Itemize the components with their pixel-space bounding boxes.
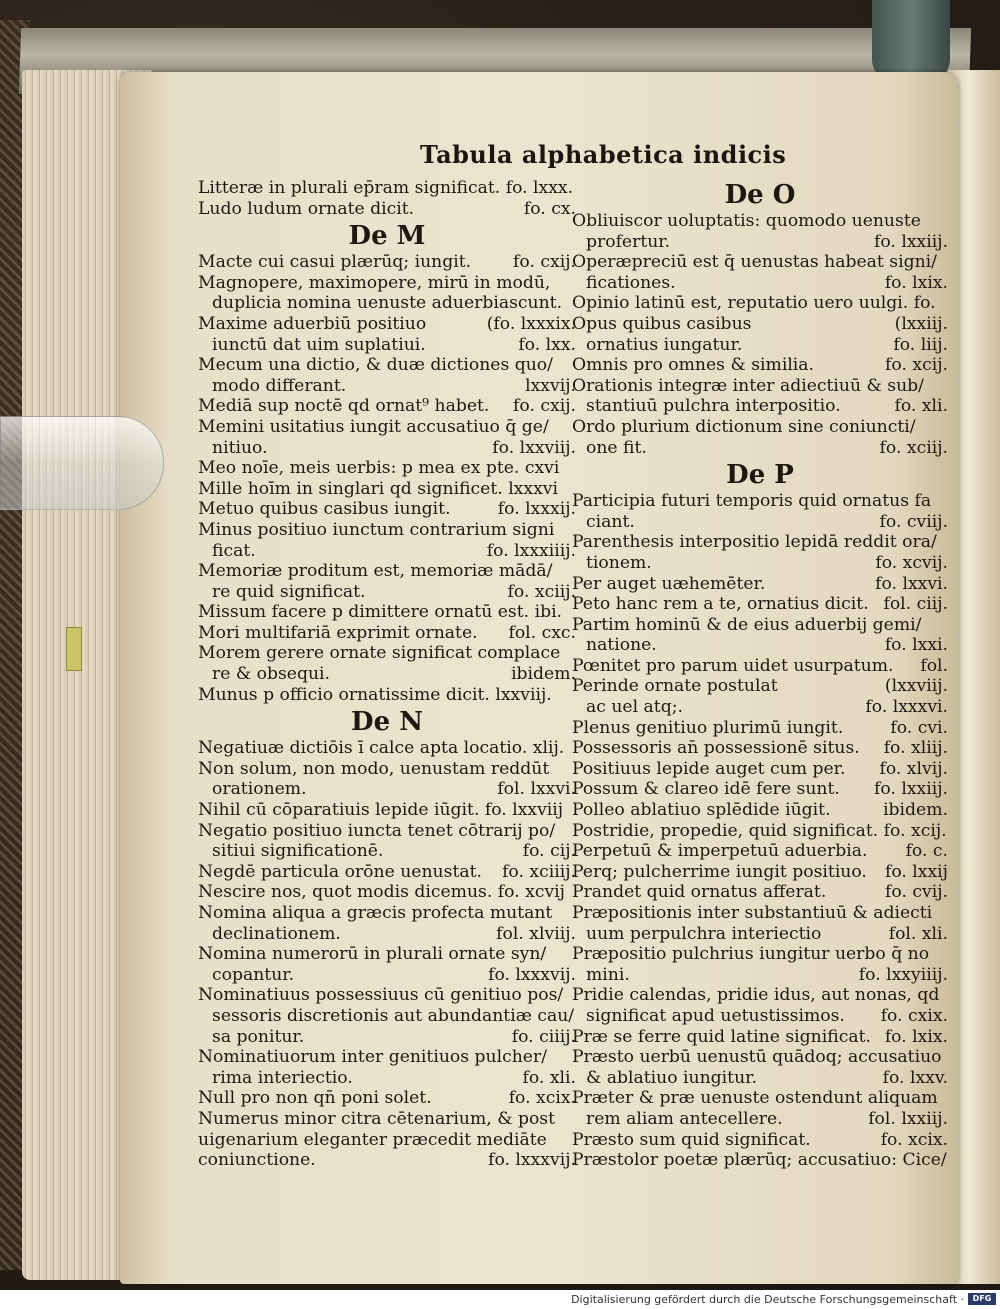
entry-text: Mecum una dictio, & duæ dictiones quo/ [198,355,553,376]
entry-text: Munus p officio ornatissime dicit. lxxviij. [198,684,552,705]
folio-reference: fo. liij. [893,334,948,355]
index-entry [198,199,576,220]
index-entry [572,1150,948,1171]
entry-text: Ludo ludum ornate dicit. [198,198,415,219]
entry-text: Nomina numerorū in plurali ornate syn/ [198,944,547,965]
index-entry [572,615,948,636]
index-entry-continuation [572,396,948,417]
entry-text: one fit. [586,437,647,458]
index-entry [198,178,576,199]
folio-reference: (lxxiij. [894,313,948,334]
folio-reference: fo. cvij. [885,882,948,903]
index-entry [572,1047,948,1068]
folio-reference: fo. lxix. [884,1026,948,1047]
entry-text: Numerus minor citra cētenarium, & post [198,1108,556,1129]
entry-text: Polleo ablatiuo splēdide iūgit. [572,800,831,821]
folio-reference: (lxxviij. [884,676,948,697]
index-entry-continuation [198,376,576,397]
folio-reference: fo. lxxxvij. [488,1150,576,1171]
index-entry [572,211,948,232]
index-entry [572,862,948,883]
entry-text: declinationem. [212,923,341,944]
folio-reference: fo. xciiij. [502,861,576,882]
folio-reference: (fo. lxxxix. [486,313,576,334]
index-entry [572,882,948,903]
index-entry [198,1130,576,1151]
entry-text: orationem. [212,779,307,800]
section-heading: De O [724,180,796,210]
entry-text: Participia futuri temporis quid ornatus fa [572,491,932,512]
index-entry [572,376,948,397]
folio-reference: ibidem. [883,800,948,821]
entry-text: modo differant. [212,375,347,396]
folio-reference: fo. c. [905,841,948,862]
entry-text: Præsto sum quid significat. [572,1129,811,1150]
entry-text: sa ponitur. [212,1026,305,1047]
entry-text: Omnis pro omnes & similia. [572,355,815,376]
ribbon-bookmark [872,0,950,80]
folio-reference: fo. cvi. [890,717,948,738]
index-entry-continuation [198,779,576,800]
folio-reference: fo. lxxxvij. [488,964,576,985]
index-entry-continuation [198,582,576,603]
entry-text: Minus positiuo iunctum contrarium signi [198,519,555,540]
entry-text: Mille hoīm in singl̄ari qd significet. lxxxvi [198,478,558,499]
entry-text: Memoriæ proditum est, memoriæ mādā/ [198,561,553,582]
index-entry-continuation [572,512,948,533]
entry-text: sessoris discretionis aut abundantiæ cau/ [212,1005,575,1026]
entry-text: rima interiectio. [212,1067,353,1088]
folio-reference: fol. xli. [888,923,948,944]
index-entry [572,821,948,842]
entry-text: Null pro non qn̄ poni solet. [198,1088,432,1109]
index-entry-continuation [572,1109,948,1130]
entry-text: ficationes. [586,272,676,293]
entry-text: Operæpreciū est q̄ uenustas habeat signi/ [572,252,937,273]
entry-text: Opus quibus casibus [572,313,752,334]
index-entry [198,862,576,883]
index-entry [198,759,576,780]
index-entry [572,759,948,780]
entry-text: Orationis integræ inter adiectiuū & sub/ [572,375,924,396]
glass-page-clip [0,416,164,510]
folio-reference: fo. cij. [522,841,576,862]
index-entry [198,602,576,623]
index-entry-continuation [198,335,576,356]
entry-text: rem aliam antecellere. [586,1108,783,1129]
folio-reference: fo. lxxvi. [875,573,948,594]
index-entry-continuation [572,924,948,945]
index-entry [198,903,576,924]
index-entry-continuation [572,1006,948,1027]
folio-reference: fo. xciij. [507,581,576,602]
entry-text: Missum facere p dimittere ornatū est. ibi. [198,602,563,623]
index-entry [572,574,948,595]
entry-text: Nominatiuus possessiuus cū genitiuo pos/ [198,985,564,1006]
index-entry-continuation [572,438,948,459]
folio-reference: fol. xlviij. [496,923,576,944]
folio-reference: fo. lxxyiiij. [858,964,948,985]
folio-reference: fo. xcvij. [875,552,948,573]
index-entry [572,314,948,335]
dfg-logo-icon: DFG [968,1293,996,1305]
index-entry-continuation [198,924,576,945]
entry-text: tionem. [586,552,652,573]
index-entry-continuation [572,635,948,656]
folio-reference: fo. cviij. [879,511,948,532]
index-entry [198,561,576,582]
index-entry [198,458,576,479]
index-entry [572,656,948,677]
entry-text: Non solum, non modo, uenustam reddūt [198,758,550,779]
index-entry [572,903,948,924]
index-entry [572,841,948,862]
entry-text: Pœnitet pro parum uidet usurpatum. [572,655,894,676]
entry-text: profertur. [586,231,671,252]
index-entry-continuation [572,965,948,986]
folio-reference: fo. lxxiij. [873,231,948,252]
index-entry-continuation [198,965,576,986]
folio-reference: fo. lxxxij. [497,499,576,520]
folio-reference: fo. ciiij. [511,1026,576,1047]
section-heading: De N [351,707,423,738]
index-entry [572,1130,948,1151]
entry-text: uum perpulchra interiectio [586,923,822,944]
folio-reference: fo. xcij. [885,355,948,376]
index-entry [572,594,948,615]
folio-reference: fo. xli. [522,1067,576,1088]
entry-text: Positiuus lepide auget cum per. [572,758,846,779]
folio-reference: fo. lxxv. [882,1067,948,1088]
digitization-footer [0,1290,1000,1309]
entry-text: sitiui significationē. [212,841,384,862]
index-entry [198,314,576,335]
index-entry [572,944,948,965]
index-entry [198,396,576,417]
index-entry [198,821,576,842]
index-entry [198,643,576,664]
entry-text: re & obsequi. [212,664,330,685]
index-entry-continuation [572,232,948,253]
index-entry [572,1088,948,1109]
folio-reference: fo. lxxiij. [873,779,948,800]
index-entry [198,252,576,273]
index-entry [572,779,948,800]
entry-text: & ablatiuo iungitur. [586,1067,757,1088]
entry-text: Nominatiuorum inter genitiuos pulcher/ [198,1047,547,1068]
entry-text: Præpositio pulchrius iungitur uerbo q̄ no [572,944,930,965]
entry-text: ac uel atq;. [586,697,683,718]
index-entry-continuation [572,1068,948,1089]
entry-text: Peto hanc rem a te, ornatius dicit. [572,594,869,615]
folio-reference: fol. lxxvi. [497,779,576,800]
entry-text: re quid significat. [212,581,366,602]
entry-text: Pridie calendas, pridie idus, aut nonas, qd [572,985,940,1006]
entry-text: Magnopere, maximopere, mirū in modū, [198,272,551,293]
index-entry [198,499,576,520]
entry-text: Partim hominū & de eius aduerbij gemi/ [572,614,922,635]
page-title: Tabula alphabetica indicis [420,140,787,169]
entry-text: Ordo plurium dictionum sine coniuncti/ [572,416,916,437]
index-entry [572,491,948,512]
folio-reference: fo. xcix. [880,1129,948,1150]
entry-text: Plenus genitiuo plurimū iungit. [572,717,844,738]
folio-reference: fo. lxxij [884,861,948,882]
folio-reference: fo. cxix. [880,1005,948,1026]
folio-reference: fo. xcix. [508,1088,576,1109]
index-entry [572,1027,948,1048]
index-entry [572,985,948,1006]
entry-text: significat apud uetustissimos. [586,1005,845,1026]
entry-text: Meo noīe, meis uerbis: p mea ex pte. cxvi [198,458,560,479]
section-heading: De M [348,221,426,252]
index-entry-continuation [198,438,576,459]
index-entry [198,623,576,644]
entry-text: Nomina aliqua a græcis profecta mutant [198,903,553,923]
index-entry-continuation [198,1006,576,1027]
index-entry [572,355,948,376]
folio-reference: fol. ciij. [883,594,948,615]
folio-reference: fo. lxix. [884,272,948,293]
folio-reference: fo. xlvij. [879,758,948,779]
index-entry [198,800,576,821]
folio-reference: fo. lxxxvi. [865,697,948,718]
entry-text: copantur. [212,964,295,985]
entry-text: Præpositionis inter substantiuū & adiecti [572,903,933,923]
index-entry [572,532,948,553]
entry-text: Possessoris an̄ possessionē situs. [572,738,860,759]
entry-text: Nescire nos, quot modis dicemus. fo. xcvij [198,882,565,903]
index-entry [198,479,576,500]
index-column-left [198,178,576,1171]
folio-reference: fo. lxxi. [884,635,948,656]
index-entry [572,738,948,759]
entry-text: Morem gerere ornate significat complace [198,643,561,664]
entry-text: coniunctione. [198,1150,316,1171]
entry-text: uigenarium eleganter præcedit mediāte [198,1129,547,1150]
folio-reference: fo. lxx. [518,334,576,355]
index-entry [572,676,948,697]
index-entry [198,520,576,541]
entry-text: Parenthesis interpositio lepidā reddit ora/ [572,532,937,553]
index-entry [198,985,576,1006]
entry-text: Perinde ornate postulat [572,676,778,697]
entry-text: natione. [586,635,657,656]
entry-text: Memini usitatius iungit accusatiuo q̄ ge/ [198,416,549,437]
index-entry-continuation [572,697,948,718]
index-entry-continuation [198,841,576,862]
index-entry-continuation [572,273,948,294]
folio-reference: fo. cxij. [513,396,576,417]
index-entry-continuation [198,664,576,685]
index-entry-continuation [198,1068,576,1089]
folio-reference: fo. xciij. [879,437,948,458]
entry-text: ficat. [212,540,256,561]
entry-text: Perpetuū & imperpetuū aduerbia. [572,841,868,862]
folio-reference: fo. lxxxiiij. [486,540,576,561]
entry-text: Perq; pulcherrime iungit positiuo. [572,861,867,882]
entry-text: Per auget uæhemēter. [572,573,766,594]
entry-text: Macte cui casui plærūq; iungit. [198,252,472,273]
index-entry [572,800,948,821]
entry-text: nitiuo. [212,437,268,458]
folio-reference: fo. lxxviij. [492,437,576,458]
index-entry [572,417,948,438]
footer-credit: Digitalisierung gefördert durch die Deutsche Forschungsgemeinschaft · [571,1293,964,1306]
index-entry-continuation [572,553,948,574]
entry-text: Præsto uerbū uenustū quādoq; accusatiuo [572,1047,942,1068]
entry-text: iunctū dat uim suplatiui. [212,334,426,355]
entry-text: Negatiuæ dictiōis ī calce apta locatio. xlij. [198,738,565,759]
section-heading: De P [726,460,794,491]
entry-text: stantiuū pulchra interpositio. [586,396,841,417]
folio-reference: fol. [920,655,948,676]
index-entry-continuation [198,293,576,314]
index-entry [572,252,948,273]
index-entry [198,1150,576,1171]
folio-reference: lxxvij. [525,375,576,396]
index-entry [198,355,576,376]
entry-text: Mediā sup noctē qd ornat⁹ habet. [198,396,490,417]
index-entry-continuation [572,335,948,356]
folio-reference: ibidem. [511,664,576,685]
entry-text: Prandet quid ornatus afferat. [572,882,827,903]
paper-tab-marker [66,627,82,671]
index-entry [198,882,576,903]
entry-text: ciant. [586,511,635,532]
entry-text: Mori multifariā exprimit ornate. [198,622,478,643]
index-entry-continuation [198,1027,576,1048]
index-entry [198,1109,576,1130]
index-entry [572,293,948,314]
entry-text: Postridie, propedie, quid significat. fo. xcij. [572,820,947,841]
entry-text: Obliuiscor uoluptatis: quomodo uenuste [572,211,921,231]
entry-text: Maxime aduerbiū positiuo [198,313,427,334]
entry-text: Præstolor poetæ plærūq; accusatiuo: Cice/ [572,1150,947,1171]
entry-text: Metuo quibus casibus iungit. [198,499,451,520]
index-entry [198,273,576,294]
folio-reference: fo. cx. [523,198,576,219]
index-entry [572,718,948,739]
entry-text: Negatio positiuo iuncta tenet cōtrarij po/ [198,820,556,841]
index-entry [198,738,576,759]
entry-text: Possum & clareo idē fere sunt. [572,779,840,800]
entry-text: Præter & præ uenuste ostendunt aliquam [572,1088,938,1109]
folio-reference: fo. cxij. [513,252,576,273]
folio-reference: fo. xli. [894,396,948,417]
folio-reference: fol. lxxiij. [868,1108,948,1129]
index-entry [198,1047,576,1068]
entry-text: mini. [586,964,630,985]
index-entry [198,685,576,706]
entry-text: duplicia nomina uenuste aduerbiascunt. [212,293,563,314]
folio-reference: fo. xliij. [883,738,948,759]
entry-text: ornatius iungatur. [586,334,743,355]
entry-text: Negdē particula orōne uenustat. [198,861,482,882]
index-entry [198,417,576,438]
index-column-right [572,178,948,1171]
index-entry-continuation [198,541,576,562]
entry-text: Nihil cū cōparatiuis lepide iūgit. fo. lxxviij [198,800,564,821]
index-entry [198,944,576,965]
index-entry [198,1088,576,1109]
entry-text: Præ se ferre quid latine significat. [572,1026,871,1047]
entry-text: Opinio latinū est, reputatio uero uulgi. fo. [572,293,936,314]
folio-reference: fol. cxc. [508,622,576,643]
entry-text: Litteræ in plurali ep̄ram significat. fo. lxxx. [198,178,574,198]
